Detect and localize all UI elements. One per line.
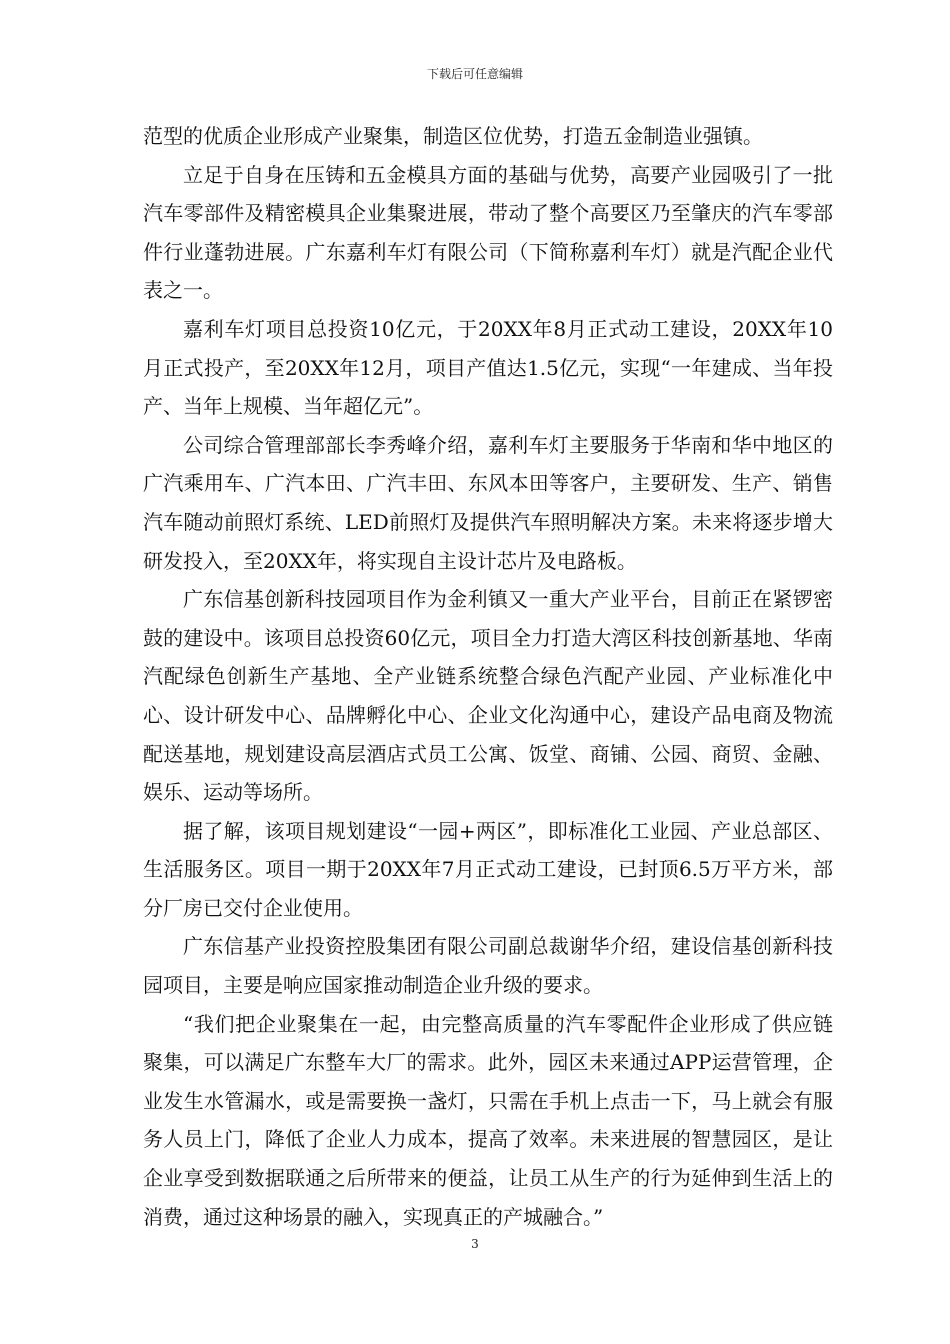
- paragraph-vice-president: 广东信基产业投资控股集团有限公司副总裁谢华介绍，建设信基创新科技园项目，主要是响应国家推动制造企业升级的要求。: [143, 934, 833, 998]
- paragraph-jiali-investment: 嘉利车灯项目总投资10亿元，于20XX年8月正式动工建设，20XX年10月正式投产，至20XX年12月，项目产值达1.5亿元，实现“一年建成、当年投产、当年上规模、当年超亿元”。: [143, 316, 833, 419]
- document-body: [143, 117, 833, 1236]
- paragraph-jiali-business: 公司综合管理部部长李秀峰介绍，嘉利车灯主要服务于华南和华中地区的广汽乘用车、广汽本田、广汽丰田、东风本田等客户，主要研发、生产、销售汽车随动前照灯系统、LED前照灯及提供汽车照明解决方案。未来将逐步增大研发投入，至20XX年，将实现自主设计芯片及电路板。: [143, 432, 833, 573]
- page-number: 3: [471, 1237, 479, 1251]
- paragraph-quote: “我们把企业聚集在一起，由完整高质量的汽车零配件企业形成了供应链聚集，可以满足广东整车大厂的需求。此外，园区未来通过APP运营管理，企业发生水管漏水，或是需要换一盏灯，只需在手机上点击一下，马上就会有服务人员上门，降低了企业人力成本，提高了效率。未来进展的智慧园区，是让企业享受到数据联通之后所带来的便益，让员工从生产的行为延伸到生活上的消费，通过这种场景的融入，实现真正的产城融合。”: [143, 1011, 833, 1229]
- page-header: 下载后可任意编辑: [426, 67, 523, 81]
- paragraph-gaoyao-industrial-park: 立足于自身在压铸和五金模具方面的基础与优势，高要产业园吸引了一批汽车零部件及精密模具企业集聚进展，带动了整个高要区乃至肇庆的汽车零部件行业蓬勃进展。广东嘉利车灯有限公司（下简称嘉利车灯）就是汽配企业代表之一。: [143, 162, 833, 303]
- paragraph-xinji-park: 广东信基创新科技园项目作为金利镇又一重大产业平台，目前正在紧锣密鼓的建设中。该项目总投资60亿元，项目全力打造大湾区科技创新基地、华南汽配绿色创新生产基地、全产业链系统整合绿色汽配产业园、产业标准化中心、设计研发中心、品牌孵化中心、企业文化沟通中心，建设产品电商及物流配送基地，规划建设高层酒店式员工公寓、饭堂、商铺、公园、商贸、金融、娱乐、运动等场所。: [143, 587, 833, 805]
- paragraph-project-plan: 据了解，该项目规划建设“一园+两区”，即标准化工业园、产业总部区、生活服务区。项目一期于20XX年7月正式动工建设，已封顶6.5万平方米，部分厂房已交付企业使用。: [143, 818, 833, 920]
- paragraph-continued: 范型的优质企业形成产业聚集，制造区位优势，打造五金制造业强镇。: [143, 124, 763, 148]
